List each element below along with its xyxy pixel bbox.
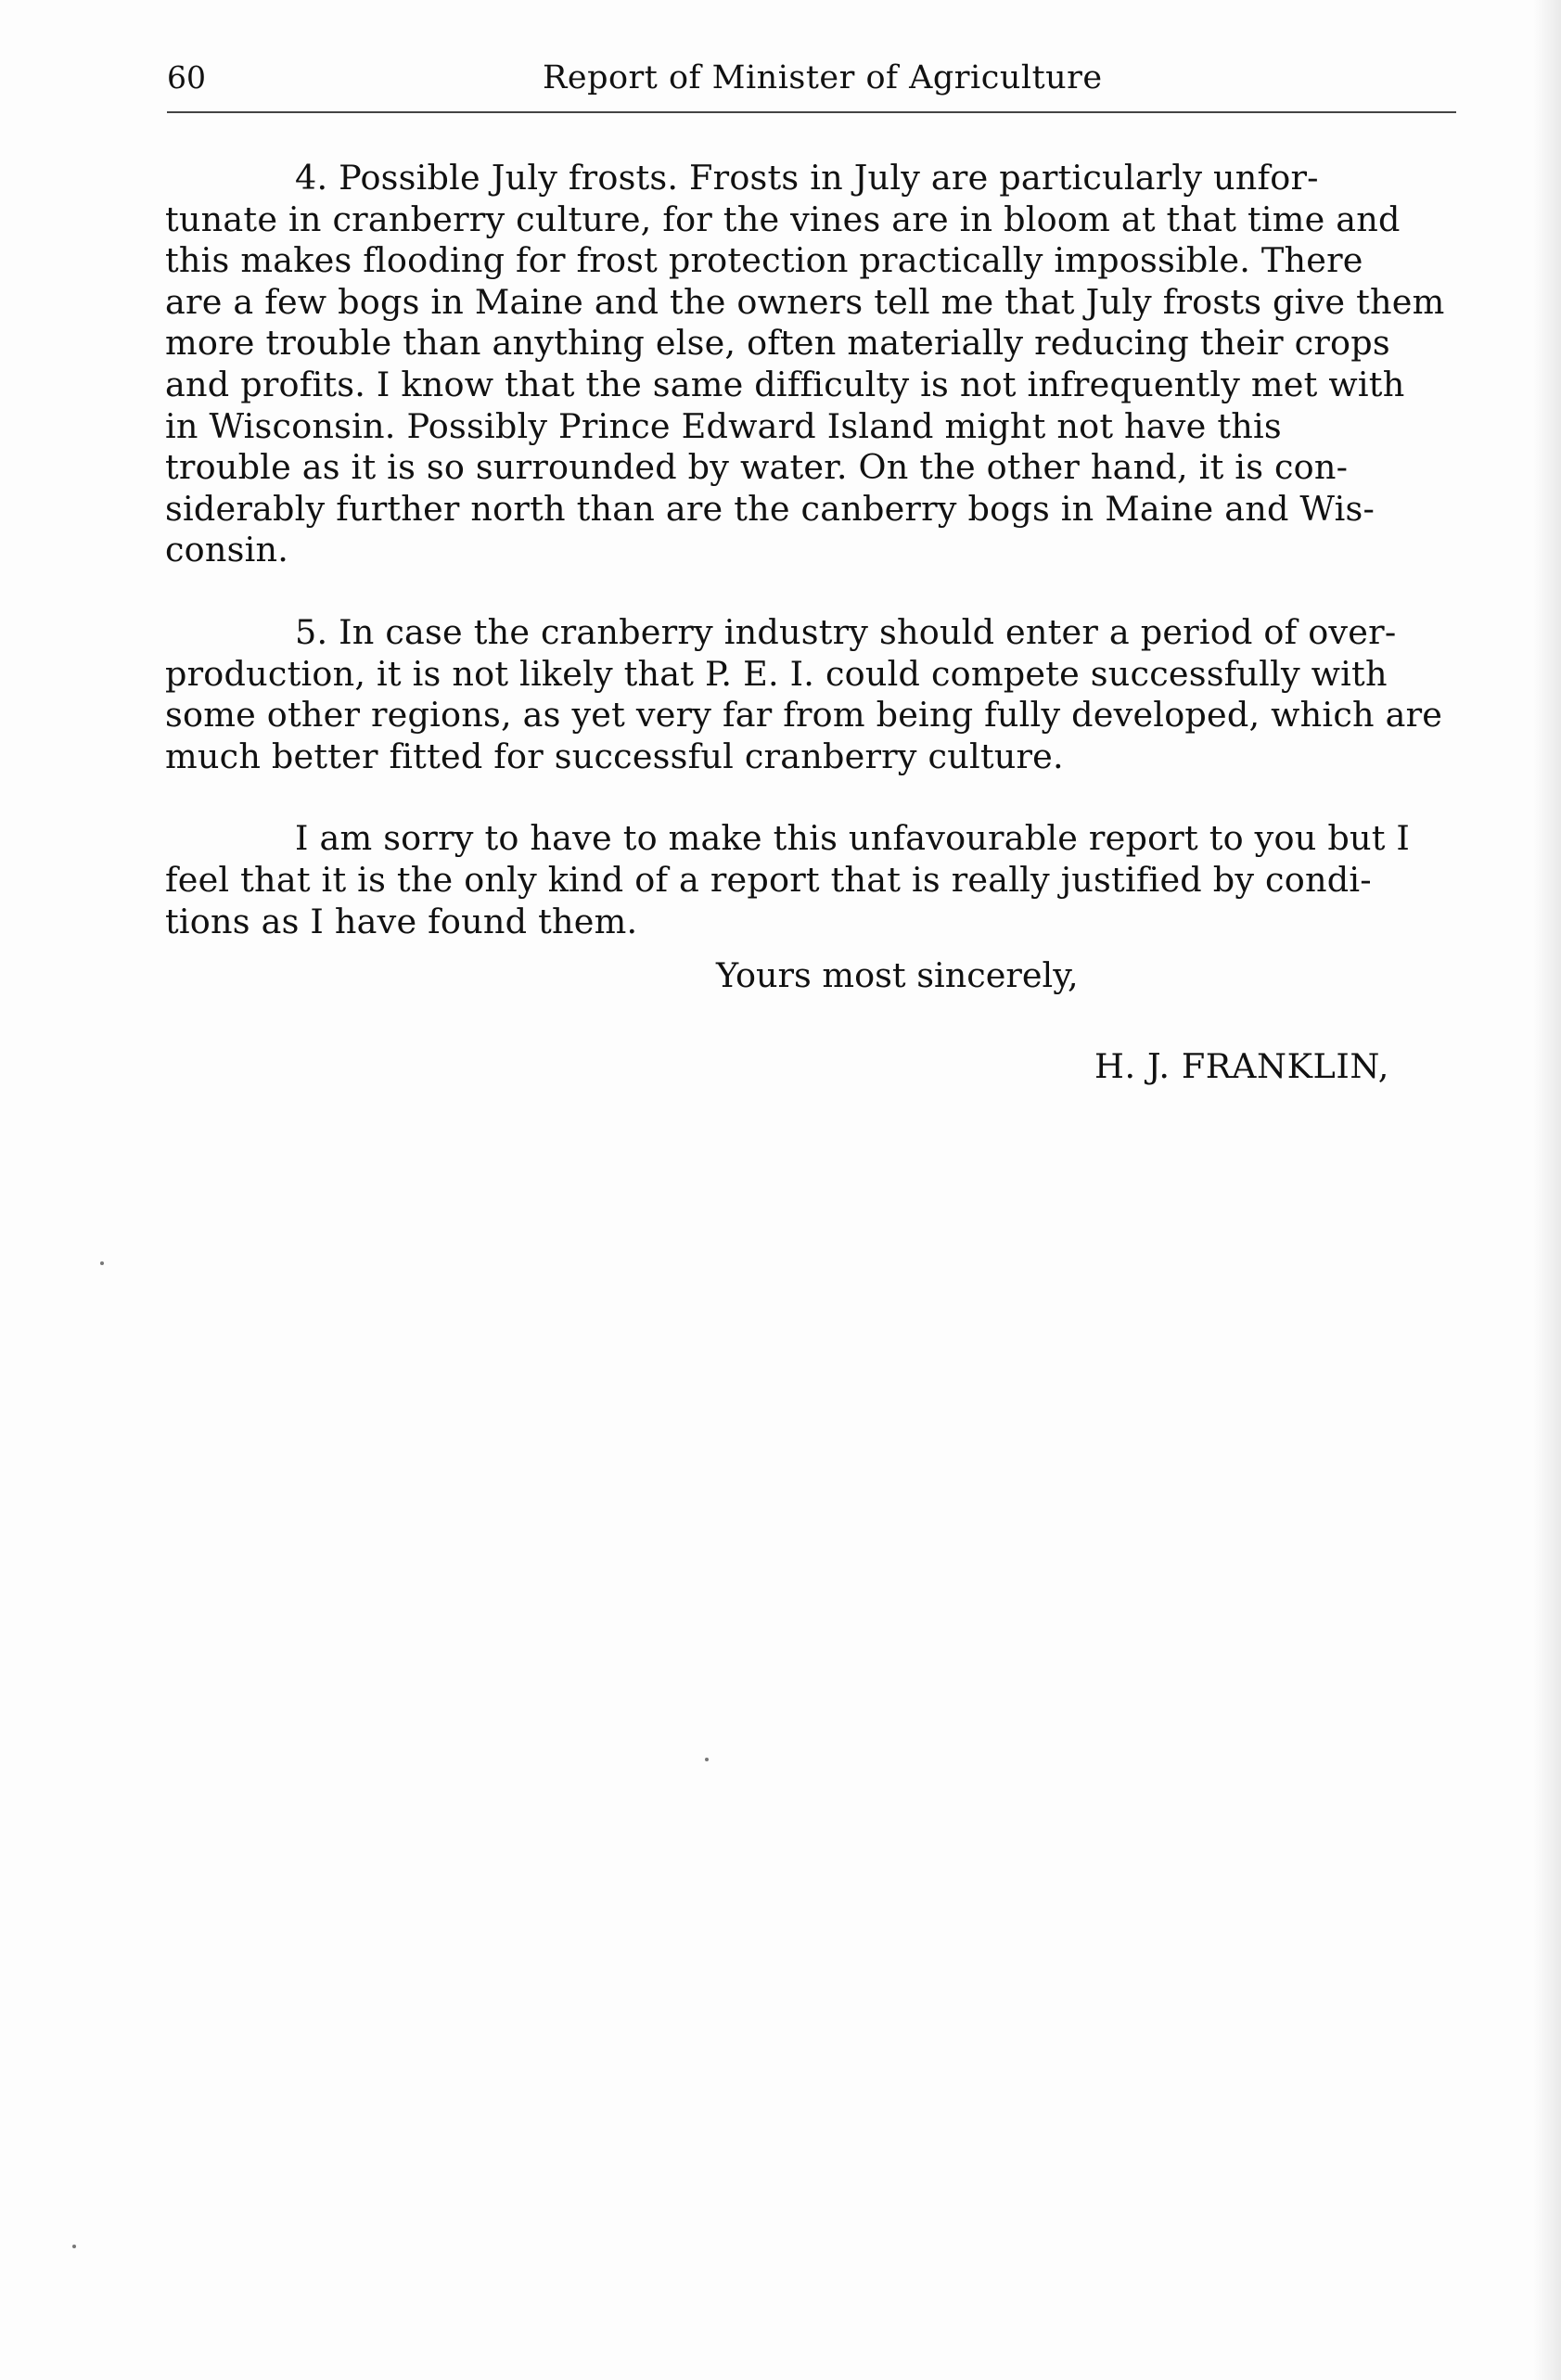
text-line: 4. Possible July frosts. Frosts in July are particularly unfor- bbox=[295, 158, 1319, 198]
page-edge-shadow bbox=[1533, 0, 1561, 2380]
text-line: production, it is not likely that P. E. I. could compete successfully with bbox=[165, 653, 1388, 694]
paragraph-conclusion bbox=[165, 818, 1529, 942]
paragraph-july-frosts bbox=[165, 158, 1529, 571]
text-line: 5. In case the cranberry industry should enter a period of over- bbox=[295, 611, 1397, 652]
running-title: Report of Minister of Agriculture bbox=[543, 59, 1103, 96]
page-header bbox=[167, 58, 1456, 113]
text-line: this makes flooding for frost protection practically impossible. There bbox=[165, 240, 1363, 281]
scan-speck bbox=[705, 1758, 709, 1761]
text-line: I am sorry to have to make this unfavourable report to you but I bbox=[295, 818, 1411, 859]
text-line: in Wisconsin. Possibly Prince Edward Island might not have this bbox=[165, 405, 1282, 446]
text-line: siderably further north than are the canberry bogs in Maine and Wis- bbox=[165, 488, 1375, 529]
text-line: trouble as it is so surrounded by water. On the other hand, it is con- bbox=[165, 447, 1349, 488]
text-line: some other regions, as yet very far from being fully developed, which are bbox=[165, 695, 1443, 736]
text-line: much better fitted for successful cranberry culture. bbox=[165, 736, 1064, 776]
body-text bbox=[165, 158, 1529, 983]
scan-speck bbox=[72, 2245, 76, 2248]
text-line: feel that it is the only kind of a report that is really justified by condi- bbox=[165, 859, 1372, 900]
scan-speck bbox=[100, 1261, 104, 1265]
paragraph-overproduction bbox=[165, 612, 1529, 777]
text-line: consin. bbox=[165, 530, 289, 570]
text-line: tunate in cranberry culture, for the vines are in bloom at that time and bbox=[165, 198, 1401, 239]
page-number: 60 bbox=[167, 59, 206, 96]
text-line: are a few bogs in Maine and the owners tell me that July frosts give them bbox=[165, 281, 1445, 322]
text-line: and profits. I know that the same difficulty is not infrequently met with bbox=[165, 364, 1405, 404]
text-line: more trouble than anything else, often materially reducing their crops bbox=[165, 323, 1390, 364]
text-line: tions as I have found them. bbox=[165, 901, 638, 941]
signature-name: H. J. FRANKLIN, bbox=[1094, 1046, 1389, 1086]
closing-salutation: Yours most sincerely, bbox=[716, 955, 1079, 995]
